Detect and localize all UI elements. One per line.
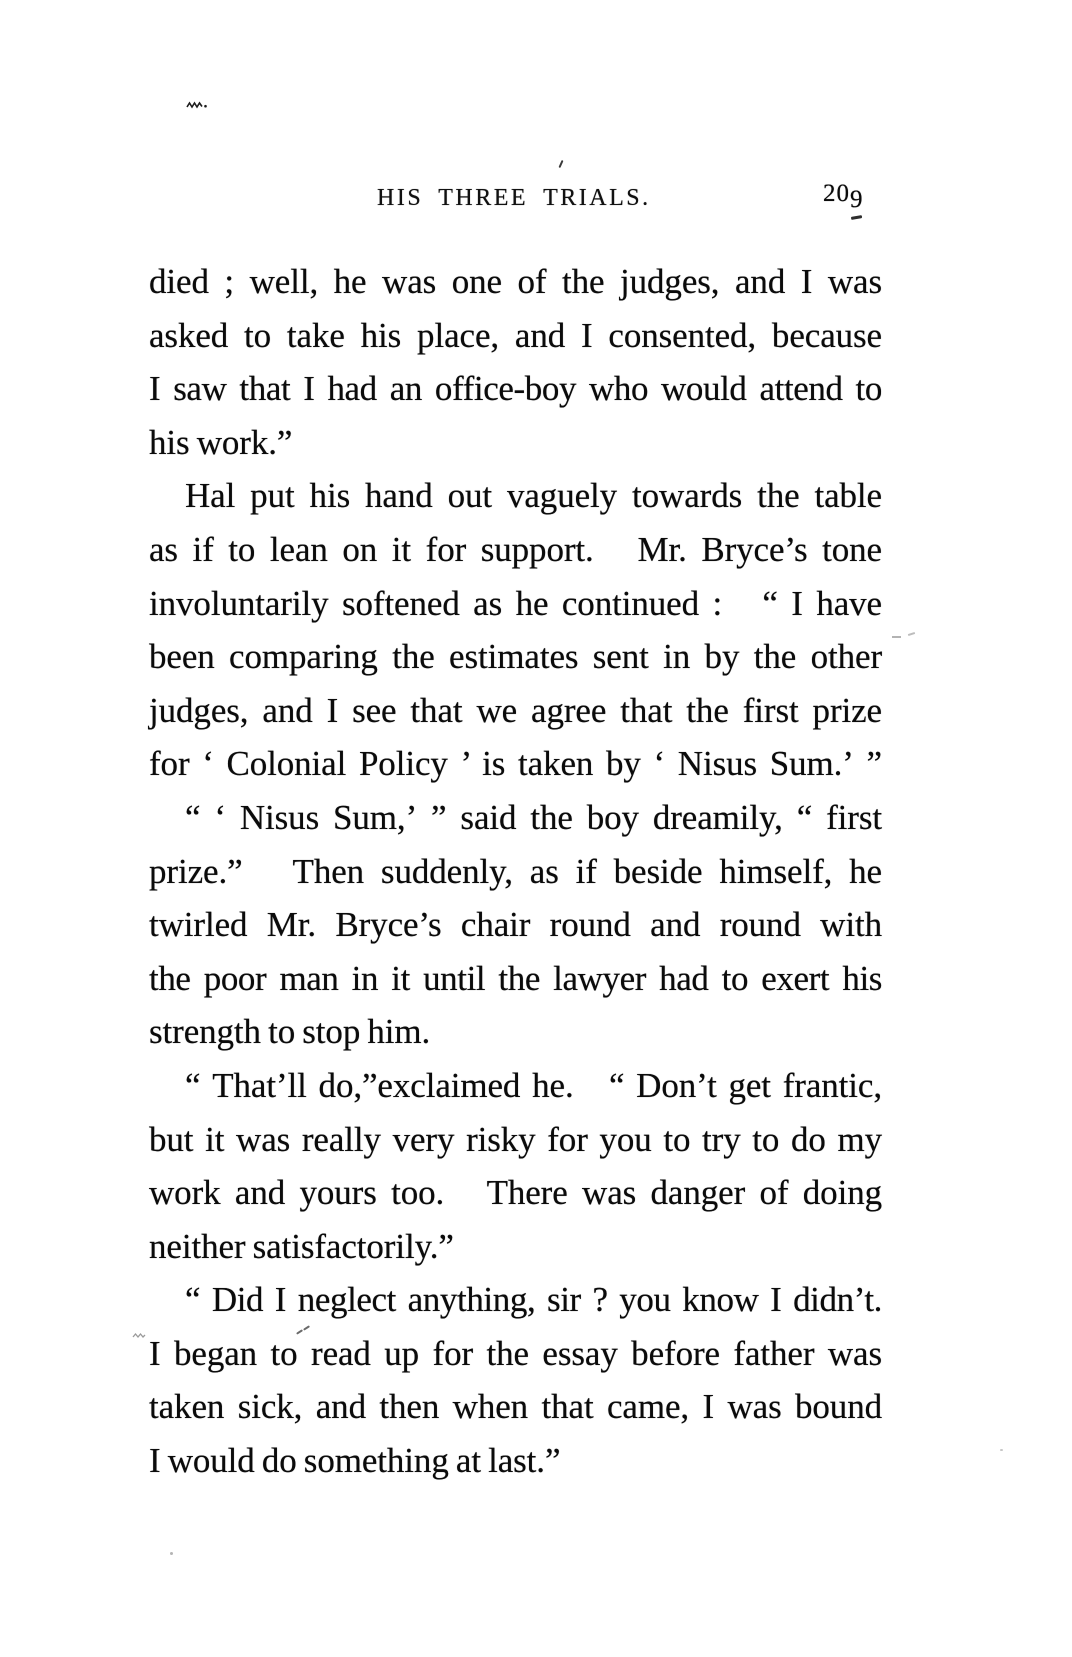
- text-line: twirled Mr. Bryce’s chair round and round with: [149, 905, 882, 945]
- text-line: I began to read up for the essay before father was: [149, 1333, 882, 1373]
- text-line: prize.” Then suddenly, as if beside himself, he: [149, 851, 882, 891]
- text-line: strength to stop him.: [149, 1012, 431, 1052]
- text-line: taken sick, and then when that came, I was bound: [149, 1387, 882, 1427]
- text-line: “ Did I neglect anything, sir ? you know I didn’t.: [185, 1280, 882, 1320]
- text-line: but it was really very risky for you to try to do my: [149, 1119, 882, 1159]
- page-number-oldstyle-nine: 9: [850, 186, 864, 213]
- text-line: I saw that I had an office-boy who would attend to: [149, 369, 882, 409]
- text-line: asked to take his place, and I consented, because: [149, 315, 882, 355]
- text-line: been comparing the estimates sent in by the other: [149, 637, 882, 677]
- text-line: for ‘ Colonial Policy ’ is taken by ‘ Nisus Sum.’ ”: [149, 744, 882, 784]
- text-line: judges, and I see that we agree that the first prize: [149, 690, 882, 730]
- text-line: “ That’ll do,”exclaimed he. “ Don’t get frantic,: [185, 1065, 882, 1105]
- dust-speck-artifact: [1000, 1449, 1003, 1451]
- corner-squiggle-artifact: [186, 100, 208, 110]
- text-line: as if to lean on it for support. Mr. Bryce’s tone: [149, 529, 882, 569]
- text-line: I would do something at last.”: [149, 1441, 561, 1481]
- right-margin-dash-artifact: [892, 636, 901, 638]
- body-text: [149, 255, 882, 1488]
- dust-speck-artifact: [170, 1552, 173, 1555]
- page-number-leading: 20: [823, 180, 850, 207]
- left-margin-squiggle-artifact: [132, 1332, 146, 1339]
- text-line: “ ‘ Nisus Sum,’ ” said the boy dreamily, “ first: [185, 797, 882, 837]
- text-line: involuntarily softened as he continued : “ I have: [149, 583, 882, 623]
- text-line: Hal put his hand out vaguely towards the table: [185, 476, 882, 516]
- text-line: his work.”: [149, 422, 293, 462]
- text-line: died ; well, he was one of the judges, and I was: [149, 262, 882, 301]
- right-margin-dash-artifact: [908, 632, 915, 636]
- text-line: the poor man in it until the lawyer had to exert his: [149, 958, 882, 998]
- page-number: [823, 180, 864, 213]
- text-line: neither satisfactorily.”: [149, 1226, 454, 1266]
- running-title: HIS THREE TRIALS.: [377, 185, 651, 211]
- text-line: work and yours too. There was danger of doing: [149, 1173, 882, 1213]
- header-tick-artifact: [558, 160, 563, 168]
- under-number-tick-artifact: [851, 215, 862, 219]
